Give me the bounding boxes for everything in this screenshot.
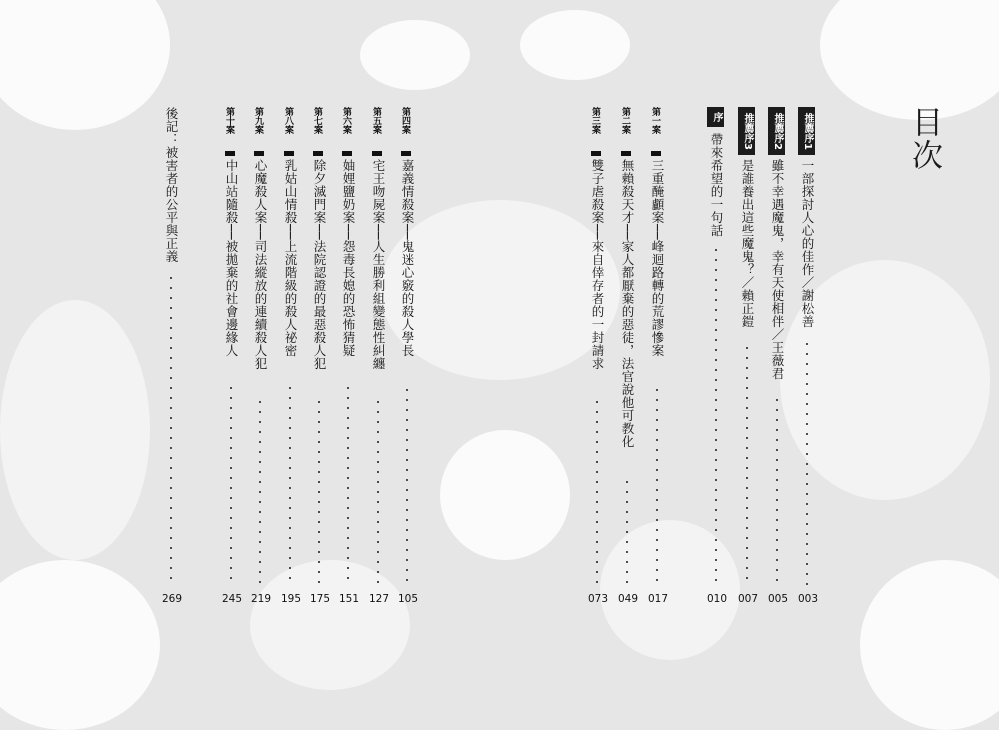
entry-marker: [651, 151, 661, 156]
toc-entry: [768, 107, 788, 607]
page-number: 127: [368, 593, 390, 605]
page-number: 073: [587, 593, 609, 605]
page-number: 003: [797, 593, 819, 605]
entry-title: 是誰養出這些魔鬼？／賴正鎧: [740, 159, 755, 328]
entry-marker: [225, 151, 235, 156]
page-number: 175: [309, 593, 331, 605]
leader-dots: [406, 385, 408, 587]
leader-dots: [377, 397, 379, 587]
entry-title: 雙子虐殺案──來自倖存者的一封請求: [590, 159, 605, 371]
entry-tag: 第八案: [283, 107, 293, 134]
leader-dots: [230, 383, 232, 587]
leader-dots: [776, 395, 778, 587]
entry-title: 三重醃顱案──峰迴路轉的荒謬慘案: [650, 159, 665, 358]
leader-dots: [715, 245, 717, 587]
page-number: 017: [647, 593, 669, 605]
entry-title: 無賴殺天才──家人都厭棄的惡徒，法官說他可教化: [620, 159, 635, 449]
page-number: 269: [161, 593, 183, 605]
toc-entry: [398, 107, 418, 607]
toc-entry: [281, 107, 301, 607]
entry-tag: 第六案: [341, 107, 351, 134]
toc-entry: [738, 107, 758, 607]
entry-tag: 第二案: [620, 107, 630, 134]
page-number: 195: [280, 593, 302, 605]
page-number: 049: [617, 593, 639, 605]
toc-entry: [162, 107, 182, 607]
leader-dots: [596, 397, 598, 587]
entry-title: 一部探討人心的佳作／謝松善: [800, 159, 815, 328]
entry-title: 後記：被害者的公平與正義: [164, 107, 179, 263]
page-number: 245: [221, 593, 243, 605]
entry-tag: 第五案: [371, 107, 381, 134]
page-title: 目次: [906, 106, 942, 172]
leader-dots: [347, 383, 349, 587]
entry-title: 除夕滅門案──法院認證的最惡殺人犯: [312, 159, 327, 371]
entry-title: 嘉義情殺案──鬼迷心竅的殺人學長: [400, 159, 415, 358]
entry-title: 宅王吻屍案──人生勝利組變態性糾纏: [371, 159, 386, 371]
entry-tag: 第十案: [224, 107, 234, 134]
toc-entry: [707, 107, 727, 607]
toc-entry: [222, 107, 242, 607]
leader-dots: [806, 339, 808, 587]
entry-marker: [284, 151, 294, 156]
entry-tag: 第一案: [650, 107, 660, 134]
entry-title: 帶來希望的一句話: [709, 133, 724, 237]
entry-tag: 第九案: [253, 107, 263, 134]
entry-title: 乳姑山情殺──上流階級的殺人祕密: [283, 159, 298, 358]
entry-marker: [621, 151, 631, 156]
leader-dots: [746, 343, 748, 587]
entry-marker: [254, 151, 264, 156]
page-number: 005: [767, 593, 789, 605]
leader-dots: [656, 385, 658, 587]
toc-entry: [798, 107, 818, 607]
entry-marker: [372, 151, 382, 156]
leader-dots: [170, 273, 172, 587]
entry-title: 中山站隨殺──被拋棄的社會邊緣人: [224, 159, 239, 358]
leader-dots: [626, 477, 628, 587]
entry-marker: [342, 151, 352, 156]
toc-entry: [618, 107, 638, 607]
page-number: 219: [250, 593, 272, 605]
entry-tag: 第三案: [590, 107, 600, 134]
entry-tag: 推薦序1: [798, 107, 815, 155]
leader-dots: [259, 397, 261, 587]
page-number: 007: [737, 593, 759, 605]
entry-tag: 序: [707, 107, 724, 127]
entry-marker: [591, 151, 601, 156]
entry-tag: 推薦序2: [768, 107, 785, 155]
toc-entry: [588, 107, 608, 607]
entry-title: 雖不幸遇魔鬼，幸有天使相伴／王薇君: [770, 159, 785, 380]
entry-tag: 第四案: [400, 107, 410, 134]
page-number: 105: [397, 593, 419, 605]
entry-tag: 推薦序3: [738, 107, 755, 155]
entry-marker: [313, 151, 323, 156]
entry-title: 妯娌鹽奶案──怨毒長媳的恐怖猜疑: [341, 159, 356, 358]
toc-entry: [251, 107, 271, 607]
toc-entry: [310, 107, 330, 607]
toc-entry: [648, 107, 668, 607]
entry-marker: [401, 151, 411, 156]
page-number: 151: [338, 593, 360, 605]
toc-entry: [369, 107, 389, 607]
entry-title: 心魔殺人案──司法縱放的連續殺人犯: [253, 159, 268, 371]
leader-dots: [318, 397, 320, 587]
page-number: 010: [706, 593, 728, 605]
leader-dots: [289, 383, 291, 587]
entry-tag: 第七案: [312, 107, 322, 134]
toc-entry: [339, 107, 359, 607]
